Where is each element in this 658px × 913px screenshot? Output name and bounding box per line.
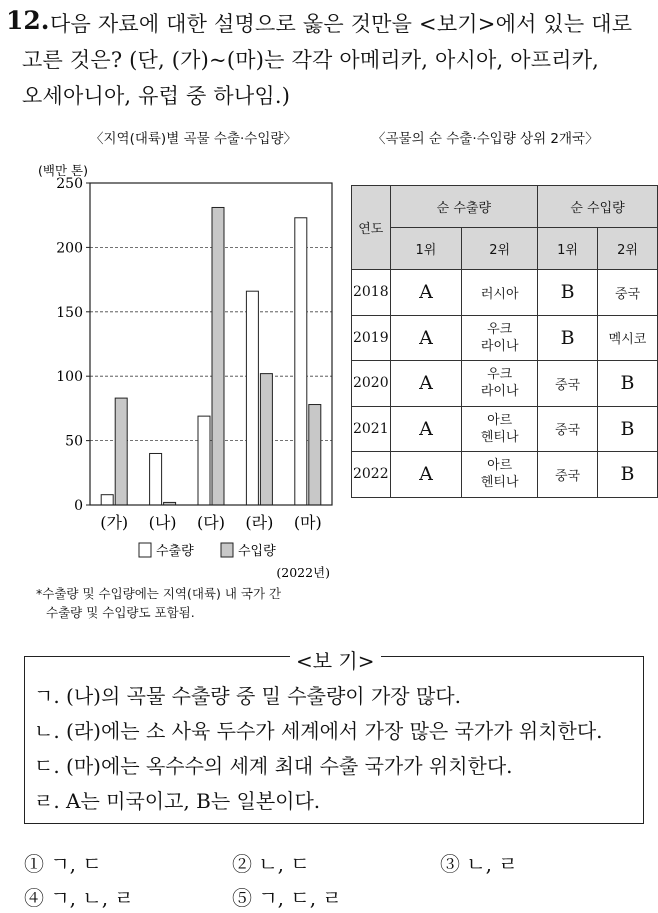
category-label-2: (나) (148, 513, 177, 532)
table-cell-text: B (620, 417, 635, 440)
y-tick-label: 150 (56, 304, 83, 321)
table-cell-text: B (620, 463, 635, 486)
export-rank1-header: 1위 (390, 228, 462, 270)
table-cell-text: 중국 (614, 286, 641, 302)
bar-export-2 (150, 453, 162, 505)
table-row (352, 270, 658, 316)
table-cell-text: 2021 (352, 420, 389, 437)
table-cell-text: A (419, 281, 433, 304)
category-label-3: (다) (197, 513, 225, 532)
bar-import-1 (115, 398, 127, 505)
table-row (352, 361, 658, 407)
bogi-title: <보 기> (290, 645, 381, 674)
y-tick-label: 0 (74, 498, 83, 514)
table-cell-i1 (538, 315, 598, 361)
ranking-table (351, 185, 658, 498)
table-cell-year (352, 452, 391, 498)
answer-choice-3[interactable]: ③ ㄴ, ㄹ (440, 852, 518, 876)
question-line-2: 고른 것은? (단, (가)~(마)는 각각 아메리카, 아시아, 아프리카, (22, 48, 600, 72)
bar-import-3 (212, 207, 224, 505)
bogi-item-1: ㄱ. (나)의 곡물 수출량 중 밀 수출량이 가장 많다. (34, 684, 461, 708)
table-cell-text: 2020 (352, 375, 389, 392)
import-rank1-header: 1위 (538, 228, 598, 270)
export-rank2-header: 2위 (462, 228, 538, 270)
table-cell-i2 (598, 315, 658, 361)
table-row (352, 452, 658, 498)
bar-import-5 (309, 405, 321, 505)
table-cell-text: A (419, 372, 433, 395)
bar-chart (0, 145, 345, 590)
bogi-item-2: ㄴ. (라)에는 소 사육 두수가 세계에서 가장 많은 국가가 위치한다. (34, 719, 603, 743)
y-tick-label: 100 (56, 369, 83, 386)
bar-export-4 (246, 291, 258, 505)
table-cell-text: A (419, 417, 433, 440)
table-cell-year (352, 406, 391, 452)
table-cell-text: 2022 (352, 466, 389, 483)
table-cell-year (352, 315, 391, 361)
chart-categories (100, 513, 322, 532)
y-tick-label: 200 (56, 240, 83, 257)
question-line-1: 다음 자료에 대한 설명으로 옳은 것만을 <보기>에서 있는 대로 (50, 12, 633, 36)
chart-year-note: (2022년) (276, 565, 330, 580)
category-label-1: (가) (100, 513, 129, 532)
table-cell-i2 (598, 406, 658, 452)
chart-y-ticks (56, 176, 90, 514)
table-cell-e1 (390, 452, 462, 498)
table-cell-text: B (560, 281, 575, 304)
legend-swatch-export (139, 543, 151, 557)
bogi-item-4: ㄹ. A는 미국이고, B는 일본이다. (34, 789, 321, 813)
table-row (352, 406, 658, 452)
bar-import-4 (260, 374, 272, 505)
legend-label-import: 수입량 (238, 544, 276, 559)
table-cell-text: 멕시코 (608, 332, 647, 348)
table-cell-e1 (390, 406, 462, 452)
table-cell-year (352, 361, 391, 407)
table-cell-i1 (538, 270, 598, 316)
bar-export-1 (101, 495, 113, 505)
table-cell-e2 (462, 270, 538, 316)
bar-export-3 (198, 416, 210, 505)
table-cell-text: 2018 (352, 284, 389, 301)
table-cell-text: 중국 (554, 423, 581, 439)
legend-swatch-import (221, 543, 233, 557)
footnote-line-1: *수출량 및 수입량에는 지역(대륙) 내 국가 간 (36, 586, 282, 601)
question-line-3: 오세아니아, 유럽 중 하나임.) (22, 84, 291, 108)
table-cell-text: A (419, 463, 433, 486)
legend-label-export: 수출량 (156, 544, 194, 559)
table-row (352, 315, 658, 361)
chart-title: 〈지역(대륙)별 곡물 수출·수입량〉 (90, 131, 297, 147)
import-header: 순 수입량 (538, 186, 658, 228)
table-cell-text: 러시아 (480, 286, 519, 302)
category-label-4: (라) (245, 513, 274, 532)
chart-bars (101, 207, 321, 505)
table-cell-i1 (538, 406, 598, 452)
bar-export-5 (295, 218, 307, 505)
table-cell-text: A (419, 326, 433, 349)
table-cell-text: 2019 (352, 329, 389, 346)
y-axis-label: (백만 톤) (38, 163, 88, 178)
table-cell-text: B (560, 326, 575, 349)
table-cell-text: 아르 헨티나 (480, 458, 519, 491)
table-cell-text: 우크 라이나 (480, 367, 519, 400)
category-label-5: (마) (293, 513, 322, 532)
table-cell-e1 (390, 361, 462, 407)
answer-choice-2[interactable]: ② ㄴ, ㄷ (232, 852, 310, 876)
bogi-item-3: ㄷ. (마)에는 옥수수의 세계 최대 수출 국가가 위치한다. (34, 754, 513, 778)
table-cell-year (352, 270, 391, 316)
table-cell-i2 (598, 270, 658, 316)
table-cell-i1 (538, 361, 598, 407)
y-tick-label: 250 (56, 176, 83, 192)
table-title: 〈곡물의 순 수출·수입량 상위 2개국〉 (372, 131, 599, 147)
question-number: 12. (6, 6, 50, 35)
table-cell-text: 우크 라이나 (480, 321, 519, 354)
table-cell-i1 (538, 452, 598, 498)
table-cell-e2 (462, 406, 538, 452)
table-cell-i2 (598, 361, 658, 407)
table-cell-text: 중국 (554, 377, 581, 393)
table-cell-e2 (462, 452, 538, 498)
year-header: 연도 (352, 186, 391, 270)
answer-choice-1[interactable]: ① ㄱ, ㄷ (24, 852, 102, 876)
table-cell-text: 중국 (554, 468, 581, 484)
table-cell-e2 (462, 361, 538, 407)
table-cell-e1 (390, 270, 462, 316)
table-cell-text: B (620, 372, 635, 395)
import-rank2-header: 2위 (598, 228, 658, 270)
export-header: 순 수출량 (390, 186, 537, 228)
table-cell-e1 (390, 315, 462, 361)
answer-choice-4[interactable]: ④ ㄱ, ㄴ, ㄹ (24, 886, 134, 910)
footnote-line-2: 수출량 및 수입량도 포함됨. (46, 605, 195, 620)
table-cell-e2 (462, 315, 538, 361)
table-cell-text: 아르 헨티나 (480, 412, 519, 445)
y-tick-label: 50 (65, 433, 83, 450)
table-cell-i2 (598, 452, 658, 498)
answer-choice-5[interactable]: ⑤ ㄱ, ㄷ, ㄹ (232, 886, 342, 910)
